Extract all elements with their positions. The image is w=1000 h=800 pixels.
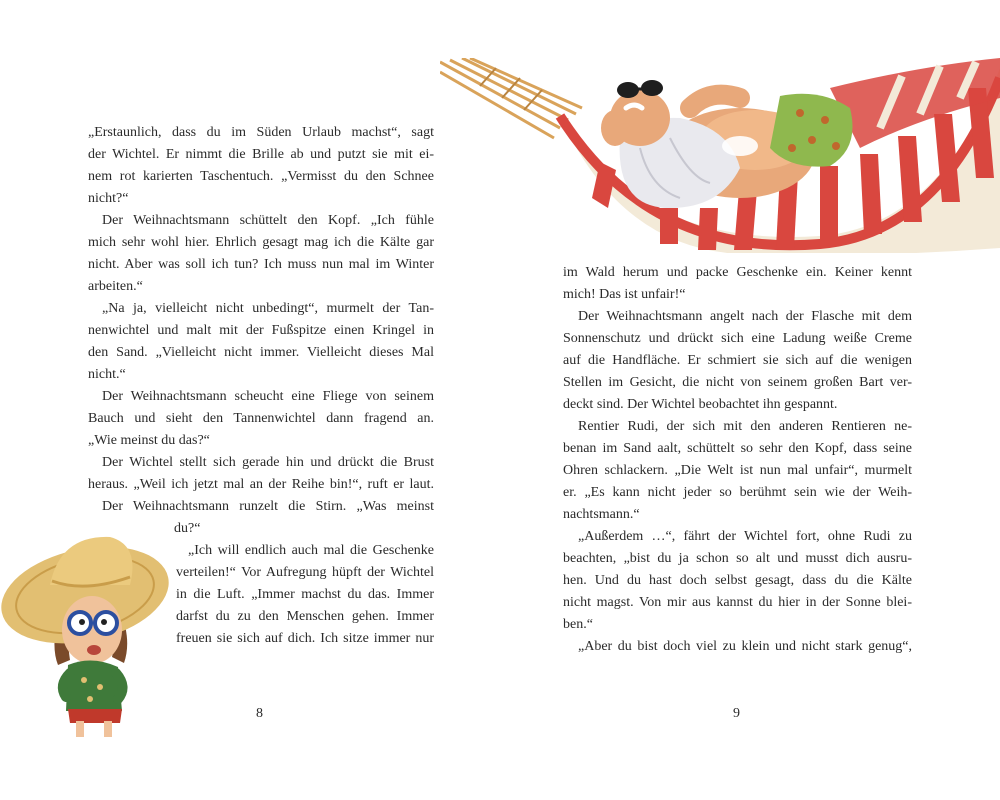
text-line: „Ich will endlich auch mal die Geschenke xyxy=(188,543,434,558)
santa-hammock-illustration xyxy=(440,58,1000,253)
text-line: auf die Handfläche. Er schmiert sie sich auf die wenigen xyxy=(563,353,912,368)
text-line: den Sand. „Vielleicht nicht immer. Vielleicht dieses Mal xyxy=(88,345,434,360)
text-line: „Erstaunlich, dass du im Süden Urlaub machst“, sagt xyxy=(88,125,434,140)
text-line: nicht magst. Von mir aus kannst du hier in der Sonne blei- xyxy=(563,595,912,610)
text-line: verteilen!“ Vor Aufregung hüpft der Wichtel xyxy=(176,565,434,580)
text-line: arbeiten.“ xyxy=(88,279,143,294)
text-line: Sonnenschutz und drückt sich eine Ladung weiße Creme xyxy=(563,331,912,346)
page-number: 9 xyxy=(733,706,740,721)
text-line: mich! Das ist unfair!“ xyxy=(563,287,686,302)
text-line: Ohren schlackern. „Die Welt ist nun mal unfair“, murmelt xyxy=(563,463,912,478)
text-line: freuen sie sich auf dich. Ich sitze immer nur xyxy=(176,631,434,646)
right-page xyxy=(500,0,1000,800)
text-line: deckt sind. Der Wichtel beobachtet ihn gespannt. xyxy=(563,397,838,412)
text-line: nicht?“ xyxy=(88,191,129,206)
text-line: „Na ja, vielleicht nicht unbedingt“, murmelt der Tan- xyxy=(102,301,434,316)
text-line: im Wald herum und packe Geschenke ein. Keiner kennt xyxy=(563,265,912,280)
text-line: er. „Es kann nicht jeder so berühmt sein wie der Weih- xyxy=(563,485,912,500)
text-line: Der Wichtel stellt sich gerade hin und drückt die Brust xyxy=(102,455,434,470)
text-line: Der Weihnachtsmann angelt nach der Flasche mit dem xyxy=(578,309,912,324)
text-line: heraus. „Weil ich jetzt mal an der Reihe bin!“, ruft er laut. xyxy=(88,477,434,492)
text-line: du?“ xyxy=(174,521,201,536)
text-line: benan im Sand aalt, schüttelt so sehr den Kopf, dass seine xyxy=(563,441,912,456)
text-line: der Wichtel. Er nimmt die Brille ab und putzt sie mit ei- xyxy=(88,147,434,162)
text-line: Stellen im Gesicht, die nicht von seinem großen Bart ver- xyxy=(563,375,912,390)
text-line: ben.“ xyxy=(563,617,593,632)
text-line: hen. Und du hast doch selbst gesagt, dass du die Kälte xyxy=(563,573,912,588)
text-line: nicht.“ xyxy=(88,367,126,382)
page-number: 8 xyxy=(256,706,263,721)
text-line: „Außerdem …“, fährt der Wichtel fort, ohne Rudi zu xyxy=(578,529,912,544)
text-line: Der Weihnachtsmann runzelt die Stirn. „Was meinst xyxy=(102,499,434,514)
text-line: nem rot karierten Taschentuch. „Vermisst du den Schnee xyxy=(88,169,434,184)
text-line: nicht. Aber was soll ich tun? Ich muss nun mal im Winter xyxy=(88,257,434,272)
text-line: „Aber du bist doch viel zu klein und nicht stark genug“, xyxy=(578,639,912,654)
text-line: darfst du zu den Menschen gehen. Immer xyxy=(176,609,434,624)
text-line: nachtsmann.“ xyxy=(563,507,640,522)
text-line: Der Weihnachtsmann schüttelt den Kopf. „Ich fühle xyxy=(102,213,434,228)
text-line: nenwichtel und malt mit der Fußspitze einen Kringel in xyxy=(88,323,434,338)
text-line: in die Luft. „Immer machst du das. Immer xyxy=(176,587,434,602)
elf-illustration xyxy=(0,515,175,740)
text-line: Der Weihnachtsmann scheucht eine Fliege von seinem xyxy=(102,389,434,404)
text-line: beachten, „bist du ja schon so alt und musst dich ausru- xyxy=(563,551,912,566)
text-line: Bauch und sieht den Tannenwichtel dann fragend an. xyxy=(88,411,434,426)
text-line: mich sehr wohl hier. Ehrlich gesagt mag ich die Kälte gar xyxy=(88,235,434,250)
text-line: „Wie meinst du das?“ xyxy=(88,433,210,448)
text-line: Rentier Rudi, der sich mit den anderen Rentieren ne- xyxy=(578,419,912,434)
